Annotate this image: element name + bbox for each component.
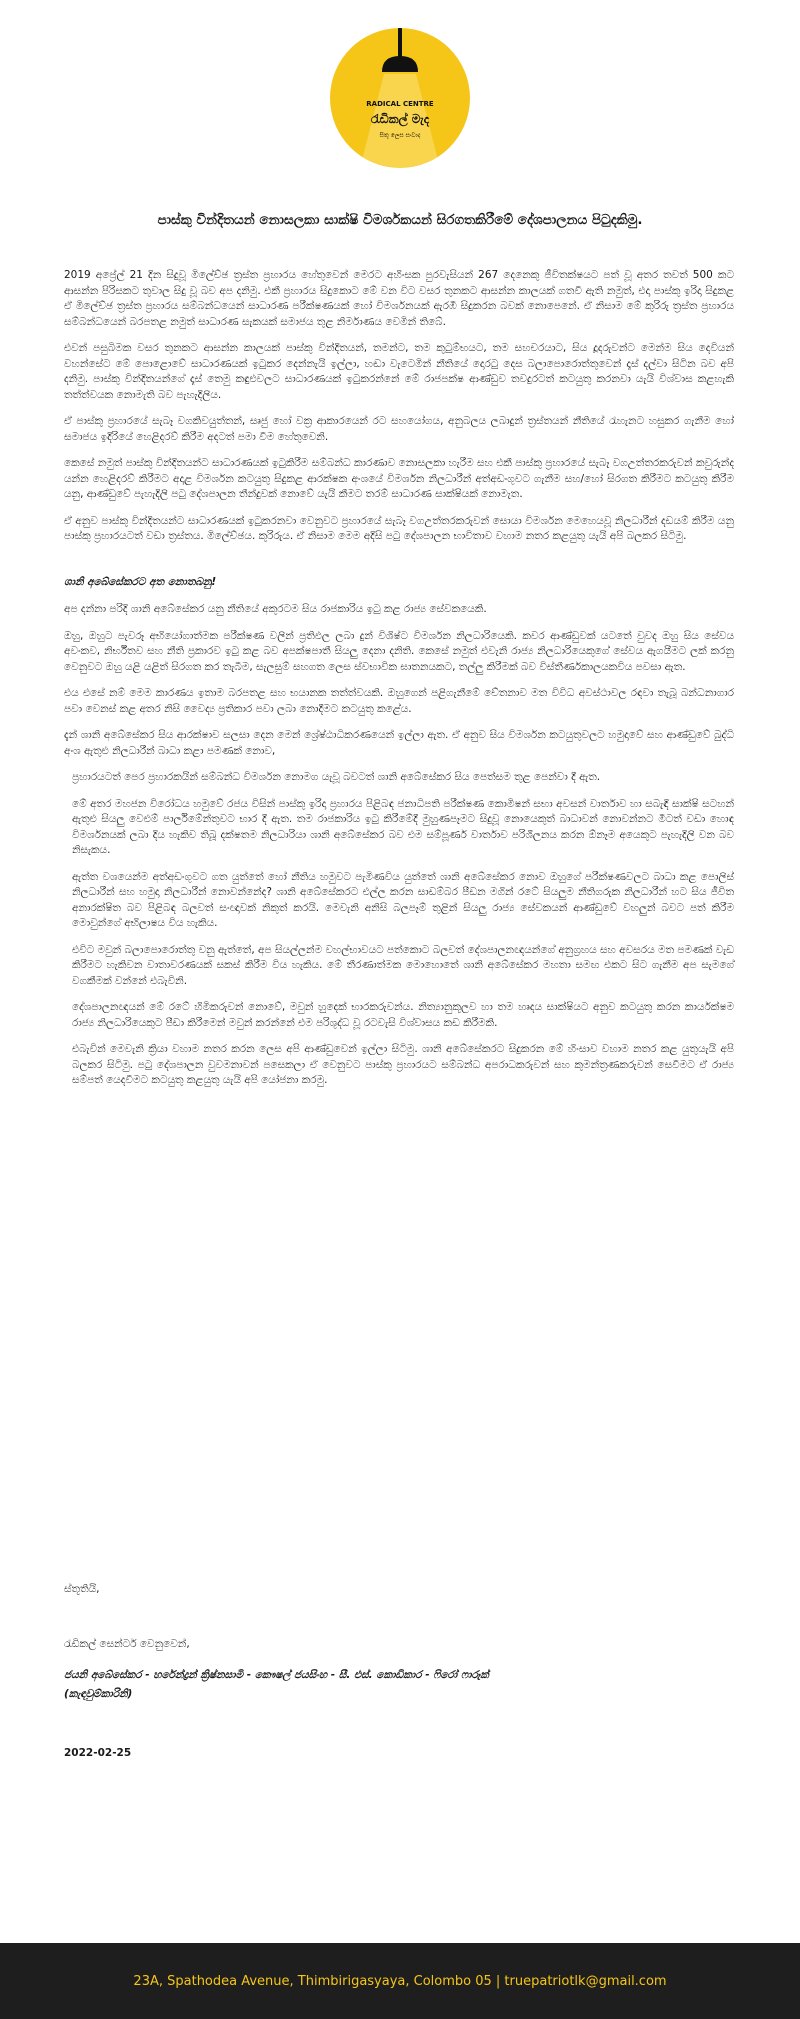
footer-bar xyxy=(0,1943,800,2019)
section-paragraph: දේශපාලනඥයන් මේ රටේ හිමිකරුවන් නොවේ, මවුන් හුදෙක් භාරකරුවන්ය. නිත්‍යානුකූලව හා තම හෘදය සාක්ෂියට අනුව කටයුතු කරන කාර්යක්ෂම රාජ්‍ය නිලධාරියෙකුට පීඩා කිරීමෙන් මවුන් කරන්නේ එම පරිශුද්ධ වූ රටවැසි විශ්වාසය කඩ කිරීමකි. xyxy=(72,1001,734,1029)
lamp-icon xyxy=(330,28,470,168)
section-paragraph: ඔහු, ඔහුට පැවරූ අභියෝගාත්මක පරීක්ෂණ වලින් ප්‍රතිඵල ලබා දුන් විශිෂ්ට විමර්ශන නිලධාරියෙකි. කවර ආණ්ඩුවක් යටතේ වුවද ඔහු සිය සේවය අවංකව, නිර්භීතව සහ නීති ප්‍රකාරව ඉටු කළ බව අපක්ෂපාතී සියලු දෙනා දනිති. කෙසේ නමුත් එවැනි රාජ්‍ය නිලධාරියෙකුගේ සේවය ඇගයීමට ලක් කරනු වෙනුවට ඔහු යළි යළිත් සිරගත කර තැබීම, සැලසුම් සහගත ලෙස ස්වභාවික ඝාතනයකට, තල්ලු කිරීමක් බව විස්තීර්ණකාලයකවිය පවසා ඇත. xyxy=(64,629,734,673)
statement-body xyxy=(64,268,734,1100)
body-paragraph: කෙසේ නමුත් පාස්කු වින්දිතයන්ට සාධාරණයක් ඉටුකිරීම සම්බන්ධ කාරණාව නොසලකා හැරීම සහ එකී පාස්කු ප්‍රහාරයේ සැබෑ වගඋත්තරකරුවන් කවුරුන්ද යන්න හෙළිදරව් කිරීමට අදාළ විමර්ශන කටයුතු සිදුකළ ආරක්ෂක අංශයේ විමර්ශන නිලධාරීන් අත්අඩංගුවට ගැනීම සහ/හෝ සිරගත කිරීමට කටයුතු කිරීම යනු, ආණ්ඩුවේ පැහැදිලි පටු දේශපාලන තීන්දුවක් නොවේ යැයි කීමට තරම් සාධාරණ සාක්ෂියක් නොමැත. xyxy=(64,457,734,500)
signatories-list: ජයනි අබේසේකර - හරේන්ද්‍රන් ක්‍රිෂ්නසාමි - කෞෂල් ජයසිංහ - සී. එස්. කොඩිකාර - ෆිරෝ ෆාරූක් xyxy=(64,1669,489,1681)
body-paragraph: එවන් පසුබිමක වසර තුනකට ආසන්න කාලයක් පාස්කු වින්දිතයන්, තමන්ට, තම කුටුම්භයට, තම සහචරයාට, සිය දූදරුවන්ට මෙන්ම සිය දෙවියන් වහන්සේට මේ පොළොවේ සාධාරණයක් ඉටුකර දෙන්නැයි ඉල්ලා, හඬා වැටෙමින් නීතියේ දොරටු දෙස බලාපොරොත්තුවෙන් දෑස් දල්වා සිටින බව අපි දනිමු. පාස්කු වින්දිතයන්ගේ දෑස් තෙමු කඳුළුවලට සාධාරණයක් ඉටුකරන්නේ මේ රාජපක්ෂ ආණ්ඩුව තවදුරටත් කටයුතු කරනවා යැයි විශ්වාස කළහැකි තත්ත්වයක නොමැති බව පැහැදිලිය. xyxy=(64,342,734,401)
section-heading: ශානි අබේසේකරට අත නොතබනු! xyxy=(64,575,217,588)
body-paragraph: ඒ පාස්කු ප්‍රහාරයේ සැබෑ වගකිවයුත්තන්, සෘජු හෝ වක්‍ර ආකාරයෙන් රට සහයෝගය, අනුබලය ලබාදුන් ත්‍රස්තයන් නීතියේ රැහැනට හසුකර ගැනීම හෝ සමාජය ඉදිරියේ හෙළිදරව් කිරීම අදටත් පමා වීම හේතුවෙනි. xyxy=(64,415,734,443)
section-paragraph: දැන් ශානි අබේසේකර සිය ආරක්ෂාව සලසා දෙන මෙන් ශ්‍රේෂ්ඨාධිකරණයෙන් ඉල්ලා ඇත. ඒ අනුව සිය විමර්ශන කටයුතුවලට හමුදාවේ සහ ආණ්ඩුවේ බුද්ධි අංශ ඇතුළු නිලධාරීන් බාධා කළා පමණක් නොව, xyxy=(64,729,734,757)
logo-tagline: සිතූ ලෙස සංවාද xyxy=(379,132,421,139)
footer-address: 23A, Spathodea Avenue, Thimbirigasyaya, Colombo 05 | truepatriotlk@gmail.com xyxy=(133,1973,667,1989)
conveners-label: (කැඳවුම්කාරිනි) xyxy=(64,1688,133,1700)
section-paragraph: අප දන්නා පරිදි ශානි අබේසේකර යනු නීතියේ අකුරටම සිය රාජකාරිය ඉටු කළ රාජ්‍ය සේවකයෙකි. xyxy=(64,603,487,615)
section-paragraph: එබැවින් මෙවැනි ක්‍රියා වහාම නතර කරන ලෙස අපි ආණ්ඩුවෙන් ඉල්ලා සිටිමු. ශානි අබේසේකරට සිදුකරන මේ හිංසාව වහාම නතර කළ යුතුයැයි අපි බලකර සිටිමු. පටු දේශපාලන වුවමනාවන් පසෙකලා ඒ වෙනුවට පාස්කු ප්‍රහාරයට සම්බන්ධ අපරාධකරුවන් සහ කුමන්ත්‍රණකරුවන් සෙවීමට ඒ රාජ්‍ය සම්පත් යෙදවීමට කටයුතු කළයුතු යැයි අපි යෝජනා කරමු. xyxy=(72,1043,734,1086)
signature-block xyxy=(64,1582,734,1761)
logo-title: RADICAL CENTRE xyxy=(366,100,434,108)
section-paragraph: එය එසේ නම් මෙම කාරණය ඉතාම බරපතළ සහ භයානක තත්ත්වයකි. ඔහුගෙන් පළිගැනීමේ චේතනාව මත විවිධ අවස්ථාවල රඳවා තැබූ බන්ධනාගාර පවා වෙනස් කළ අතර නිසි වෛද්‍ය ප්‍රතිකාර පවා ලබා නොදීමට කටයුතු කළේය. xyxy=(64,687,734,715)
section-paragraph: එවිට මවුන් බලාපොරොත්තු වනු ඇත්තේ, අප සියල්ලන්ම වහල්භාවයට පත්කොට බලවත් දේශපාලනඥයන්ගේ අනුග්‍රහය සහ අවසරය මත පමණක් වැඩ කිරීමට හැකිවන වාතාවරණයක් සකස් කිරීම විය හැකිය. මේ තීරණාත්මක මොහොතේ ශානි අබේසේකර මහතා සමඟ එකට සිට ගැනීම අප සැමගේ වගකීමක් වන්නේ එබැවිනි. xyxy=(72,943,734,987)
body-paragraph: ඒ අනුව පාස්කු වින්දිතයන්ට සාධාරණයක් ඉටුකරනවා වෙනුවට ප්‍රහාරයේ සැබෑ වගඋත්තරකරුවන් සොයා විමර්ශන මෙහෙයවූ නිලධාරීන් දඩයම් කිරීම යනු පාස්කු ප්‍රහාරයටත් වඩා ත්‍රස්තය. මිලේච්ඡය. කුරිරුය. ඒ නිසාම මෙම අදිසි පටු දේශපාලන භාවිතාව වහාම නතර කළයුතු යැයි අපි බලකර සිටිමු. xyxy=(64,514,734,542)
on-behalf-text: රැඩිකල් සෙන්ටර් වෙනුවෙන්, xyxy=(64,1638,190,1650)
section-paragraph: ප්‍රහාරයටත් පෙර ප්‍රහාරකයින් සම්බන්ධ විමර්ශන නොමග යැවූ බවටත් ශානි අබේසේකර සිය පෙත්සම තුළ පෙන්වා දී ඇත. xyxy=(72,771,601,783)
statement-date: 2022-02-25 xyxy=(64,1747,132,1759)
body-paragraph: 2019 අප්‍රේල් 21 දින සිදුවූ මිලේච්ඡ ත්‍රස්ත ප්‍රහාරය හේතුවෙන් මෙරට අහිංසක පුරවැසියන් 267 දෙනෙකු ජීවිතක්ෂයට පත් වූ අතර තවත් 500 කට ආසන්න පිරිසකට තුවාල සිදු වූ බව අප දනිමු. එකී ප්‍රහාරය සිදුකොට මේ වන විට වසර තුනකට ආසන්න කාලයක් ගතවී ඇති නමුත්, එදා පාස්කු ඉරිදා සිදුකළ ඒ මිලේච්ඡ ත්‍රස්ත ප්‍රහාරය සම්බන්ධයෙන් සාධාරණ පරීක්ෂණයක් හෝ විමර්ශනයක් ඇරඹී සිදුකරන බවක් නොපෙනේ. ඒ නිසාම මේ කුරිරු ත්‍රස්ත ප්‍රහාරය සම්බන්ධයෙන් බරපතළ නමුත් සාධාරණ සැකයක් සමාජය තුළ නිර්මාණය වෙමින් තිබේ. xyxy=(64,269,734,328)
logo-circle xyxy=(330,28,470,168)
section-paragraph: ඇත්ත වශයෙන්ම අත්අඩංගුවට ගත යුත්තේ හෝ නීතිය හමුවට පැමිණවිය යුත්තේ ශානි අබේසේකර නොව ඔහුගේ පරීක්ෂණවලට බාධා කළ පොලිස් නිලධාරීන් සහ හමුදා නිලධාරීන් නොවන්නේද? ශානි අබේසේකරට එල්ල කරන සාඩම්බර පීඩන මගින් රටේ සියලුම නීතිගරුක නිලධාරීන් හට සිය ජීවිත අනාරක්ෂිත බව පිළිබඳ බලවත් සංඥාවක් නිකුත් කරයි. මෙවැනි අනිසි බලපෑම් තුළින් සියලු රාජ්‍ය සේවකයන් ආණ්ඩුවේ වහලුන් බවට පත් කිරීම මොවුන්ගේ අභිලාෂය විය හැකිය. xyxy=(72,870,734,929)
closing-text: ස්තූතියි, xyxy=(64,1583,100,1595)
logo-sinhala-name: රැඩිකල් මැද xyxy=(370,112,430,126)
statement-headline: පාස්කු වින්දිතයන් නොසලකා සාක්ෂි විමර්ශකයන් සිරගතකිරීමේ දේශපාලනය පිටුදකිමු. xyxy=(157,212,643,228)
section-paragraph: මේ අතර මහජන විරෝධය හමුවේ රජය විසින් පාස්කු ඉරිදා ප්‍රහාරය පිළිබඳ ජනාධිපති පරීක්ෂණ කොමිෂන් සභා අවසන් වාර්තාව හා සබැඳි සාක්ෂි සටහන් ඇතුළු සියලු වෙළුම් පාර්ලිමේන්තුවට භාර දී ඇත. තම රාජකාරිය ඉටු කිරීමේදී මුහුණපෑමට සිදුවූ නොයෙකුත් බාධාවන් නොවන්නට මීටත් වඩා හොඳ විමර්ශනයක් ලබා දිය හැකිව තිබූ දක්ෂතම නිලධාරියා ශානි අබේසේකර බව එම සම්පූර්ණ වාර්තාව පරිශීලනය කරන ඕනෑම අයෙකුට පැහැදිලි වන බව නිසැකය. xyxy=(72,797,734,856)
radical-centre-logo xyxy=(330,28,470,168)
